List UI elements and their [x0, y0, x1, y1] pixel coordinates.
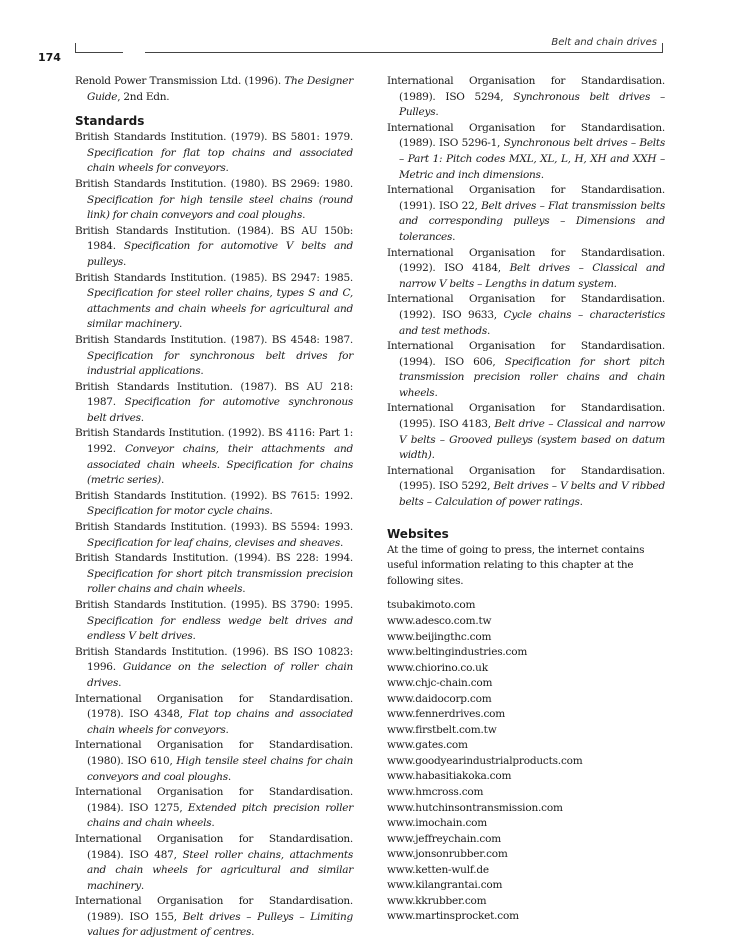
- website-url[interactable]: www.firstbelt.com.tw: [387, 723, 497, 736]
- iso-standards-list: [387, 74, 665, 511]
- website-url[interactable]: www.kilangrantai.com: [387, 879, 503, 892]
- website-url[interactable]: www.chiorino.co.uk: [387, 661, 488, 674]
- website-url[interactable]: www.goodyearindustrialproducts.com: [387, 754, 583, 767]
- reference-entry: British Standards Institution. (1987). BS AU 218: 1987. Specification for automotive synchronous belt drives.: [75, 380, 353, 424]
- header-rule-right: [145, 52, 663, 53]
- website-url[interactable]: www.hutchinsontransmission.com: [387, 801, 563, 814]
- reference-entry: British Standards Institution. (1985). BS 2947: 1985. Specification for steel roller chains, types S and C, attachments and chain wheels for agricultural and similar machinery.: [75, 271, 353, 331]
- left-column: [75, 74, 353, 941]
- website-url[interactable]: www.habasitiakoka.com: [387, 770, 512, 783]
- reference-entry: British Standards Institution. (1995). BS 3790: 1995. Specification for endless wedge belt drives and endless V belt drives.: [75, 599, 353, 643]
- reference-entry: British Standards Institution. (1996). BS ISO 10823: 1996. Guidance on the selection of roller chain drives.: [75, 645, 353, 689]
- standards-heading: Standards: [75, 114, 145, 129]
- header-rule-left: [75, 52, 123, 53]
- websites-list: [387, 598, 665, 924]
- reference-entry: International Organisation for Standardisation. (1989). ISO 5296-1, Synchronous belt drives – Belts – Part 1: Pitch codes MXL, XL, L, H, XH and XXH – Metric and inch dimensions.: [387, 121, 665, 181]
- website-url[interactable]: www.hmcross.com: [387, 785, 484, 798]
- reference-entry: British Standards Institution. (1980). BS 2969: 1980. Specification for high tensile steel chains (round link) for chain conveyors and coal ploughs.: [75, 177, 353, 222]
- reference-entry: British Standards Institution. (1987). BS 4548: 1987. Specification for synchronous belt drives for industrial applications.: [75, 333, 353, 378]
- reference-entry: British Standards Institution. (1992). BS 7615: 1992. Specification for motor cycle chains.: [75, 489, 353, 518]
- website-url[interactable]: www.fennerdrives.com: [387, 708, 506, 721]
- website-url[interactable]: www.kkrubber.com: [387, 894, 487, 907]
- reference-entry: British Standards Institution. (1992). BS 4116: Part 1: 1992. Conveyor chains, their attachments and associated chain wheels. Specification for chains (metric series).: [75, 427, 353, 487]
- reference-entry: International Organisation for Standardisation. (1978). ISO 4348, Flat top chains and associated chain wheels for conveyors.: [75, 692, 354, 736]
- website-url[interactable]: www.beltingindustries.com: [387, 646, 528, 659]
- standards-list: [75, 130, 353, 941]
- reference-entry: Renold Power Transmission Ltd. (1996). The Designer Guide, 2nd Edn.: [75, 75, 353, 103]
- reference-entry: International Organisation for Standardisation. (1995). ISO 4183, Belt drive – Classical and narrow V belts – Grooved pulleys (system based on datum width).: [387, 402, 665, 462]
- website-url[interactable]: www.daidocorp.com: [387, 692, 492, 705]
- website-url[interactable]: www.beijingthc.com: [387, 630, 492, 643]
- website-url[interactable]: www.imochain.com: [387, 817, 488, 830]
- reference-entry: International Organisation for Standardisation. (1991). ISO 22, Belt drives – Flat transmission belts and corresponding pulleys – Dimensions and tolerances.: [387, 184, 665, 243]
- reference-entry: International Organisation for Standardisation. (1984). ISO 487, Steel roller chains, attachments and chain wheels for agricultural and similar machinery.: [75, 832, 353, 892]
- website-url[interactable]: www.jonsonrubber.com: [387, 848, 508, 861]
- website-url[interactable]: www.adesco.com.tw: [387, 614, 492, 627]
- reference-entry: International Organisation for Standardisation. (1980). ISO 610, High tensile steel chains for chain conveyors and coal ploughs.: [75, 739, 354, 783]
- website-url[interactable]: www.jeffreychain.com: [387, 832, 501, 845]
- reference-entry: International Organisation for Standardisation. (1992). ISO 9633, Cycle chains – characteristics and test methods.: [387, 293, 665, 337]
- website-url[interactable]: www.gates.com: [387, 739, 468, 752]
- reference-entry: British Standards Institution. (1994). BS 228: 1994. Specification for short pitch transmission precision roller chains and chain wheels.: [75, 552, 353, 596]
- page-number: 174: [38, 51, 61, 64]
- reference-entry: International Organisation for Standardisation. (1984). ISO 1275, Extended pitch precision roller chains and chain wheels.: [75, 786, 353, 830]
- right-column: [387, 74, 665, 925]
- reference-entry: International Organisation for Standardisation. (1995). ISO 5292, Belt drives – V belts and V ribbed belts – Calculation of power ratings.: [387, 464, 665, 509]
- reference-entry: International Organisation for Standardisation. (1992). ISO 4184, Belt drives – Classical and narrow V belts – Lengths in datum system.: [387, 246, 665, 290]
- reference-entry: British Standards Institution. (1984). BS AU 150b: 1984. Specification for automotive V belts and pulleys.: [75, 224, 354, 268]
- websites-intro: At the time of going to press, the internet contains useful information relating to this chapter at the following sites.: [387, 543, 645, 587]
- reference-entry: British Standards Institution. (1979). BS 5801: 1979. Specification for flat top chains and associated chain wheels for conveyors.: [75, 131, 353, 175]
- website-url[interactable]: www.chjc-chain.com: [387, 677, 493, 690]
- reference-entry: International Organisation for Standardisation. (1994). ISO 606, Specification for short pitch transmission precision roller chains and chain wheels.: [387, 340, 665, 399]
- website-url[interactable]: www.martinsprocket.com: [387, 910, 519, 923]
- running-head: Belt and chain drives: [551, 37, 657, 48]
- reference-entry: British Standards Institution. (1993). BS 5594: 1993. Specification for leaf chains, clevises and sheaves.: [75, 521, 353, 549]
- reference-entry: International Organisation for Standardisation. (1989). ISO 5294, Synchronous belt drives – Pulleys.: [387, 75, 665, 119]
- website-url[interactable]: tsubakimoto.com: [387, 599, 476, 612]
- header-rule-right-tick: [662, 43, 663, 53]
- website-url[interactable]: www.ketten-wulf.de: [387, 863, 489, 876]
- reference-entry: International Organisation for Standardisation. (1989). ISO 155, Belt drives – Pulleys – Limiting values for adjustment of centres.: [75, 895, 353, 939]
- websites-heading: Websites: [387, 526, 449, 541]
